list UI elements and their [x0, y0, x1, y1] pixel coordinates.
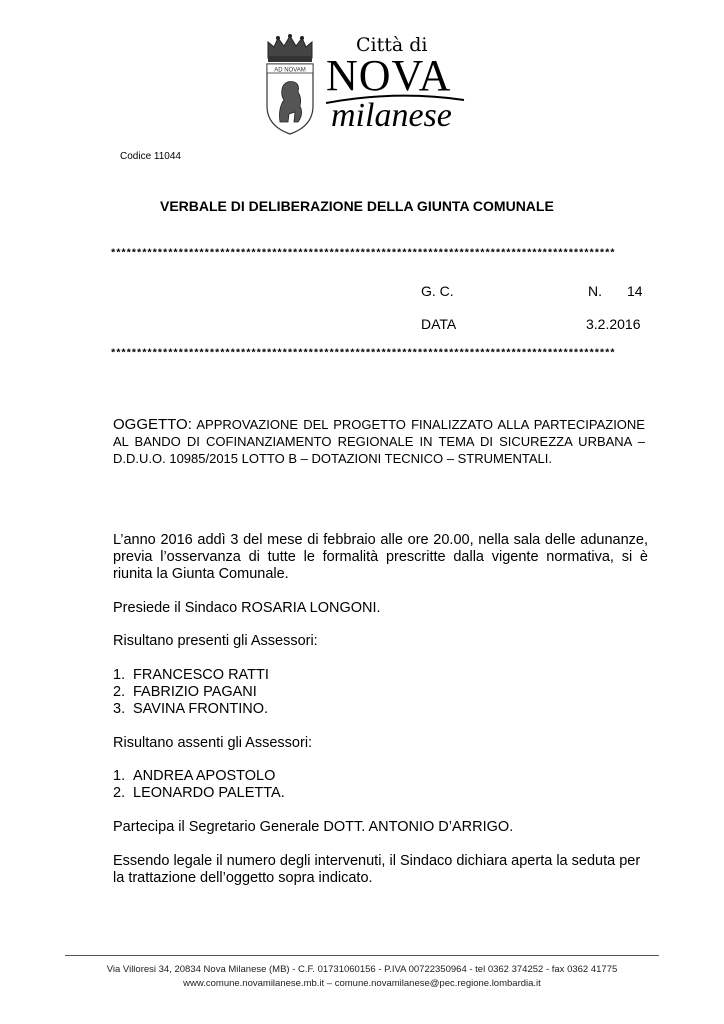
subject-block [113, 416, 645, 467]
separator-top: ************************************************************************************************* [110, 248, 615, 260]
number-label: N. [588, 283, 602, 299]
city-logo [326, 34, 466, 134]
list-item: 2. FABRIZIO PAGANI [113, 684, 257, 700]
list-item: 2. LEONARDO PALETTA. [113, 785, 285, 801]
number-value: 14 [627, 283, 643, 299]
list-item: 1. ANDREA APOSTOLO [113, 768, 276, 784]
subject-text: APPROVAZIONE DEL PROGETTO FINALIZZATO ALLA PARTECIPAZIONE AL BANDO DI COFINANZIAMENTO REGIONALE IN TEMA DI SICUREZZA URBANA – D.D.U.O. 10985/2015 LOTTO B – DOTAZIONI TECNICO – STRUMENTALI. [113, 417, 645, 466]
date-label: DATA [421, 316, 457, 332]
president-line: Presiede il Sindaco ROSARIA LONGONI. [113, 600, 381, 616]
list-item: 1. FRANCESCO RATTI [113, 667, 269, 683]
present-label: Risultano presenti gli Assessori: [113, 633, 318, 649]
intro-paragraph: L’anno 2016 addì 3 del mese di febbraio alle ore 20.00, nella sala delle adunanze, previa l’osservanza di tutte le formalità prescritte dalla vigente normativa, si è riunita la Giunta Comunale. [113, 532, 648, 582]
absent-label: Risultano assenti gli Assessori: [113, 735, 313, 751]
crest-motto: AD NOVAM [274, 67, 306, 74]
document-code: Codice 11044 [120, 151, 181, 162]
logo-line1: Città di [356, 34, 428, 56]
document-title: VERBALE DI DELIBERAZIONE DELLA GIUNTA COMUNALE [160, 198, 554, 214]
logo-line3: milanese [331, 97, 452, 134]
logo-line2: NOVA [326, 51, 452, 100]
subject-label: OGGETTO: [113, 416, 192, 433]
date-value: 3.2.2016 [586, 316, 641, 332]
secretary-line: Partecipa il Segretario Generale DOTT. ANTONIO D’ARRIGO. [113, 819, 514, 835]
absent-list [113, 768, 285, 802]
present-list [113, 667, 269, 718]
separator-bottom: ************************************************************************************************* [110, 348, 615, 360]
footer-divider [65, 955, 659, 956]
list-item: 3. SAVINA FRONTINO. [113, 701, 269, 717]
city-crest-icon [264, 34, 316, 136]
footer-contacts: www.comune.novamilanese.mb.it – comune.novamilanese@pec.regione.lombardia.it [183, 978, 541, 989]
footer-address: Via Villoresi 34, 20834 Nova Milanese (MB) - C.F. 01731060156 - P.IVA 00722350964 - tel 0362 374252 - fax 0362 41775 [106, 964, 618, 975]
gc-label: G. C. [421, 283, 454, 299]
closing-paragraph: Essendo legale il numero degli intervenuti, il Sindaco dichiara aperta la seduta per la trattazione dell’oggetto sopra indicato. [113, 853, 641, 886]
